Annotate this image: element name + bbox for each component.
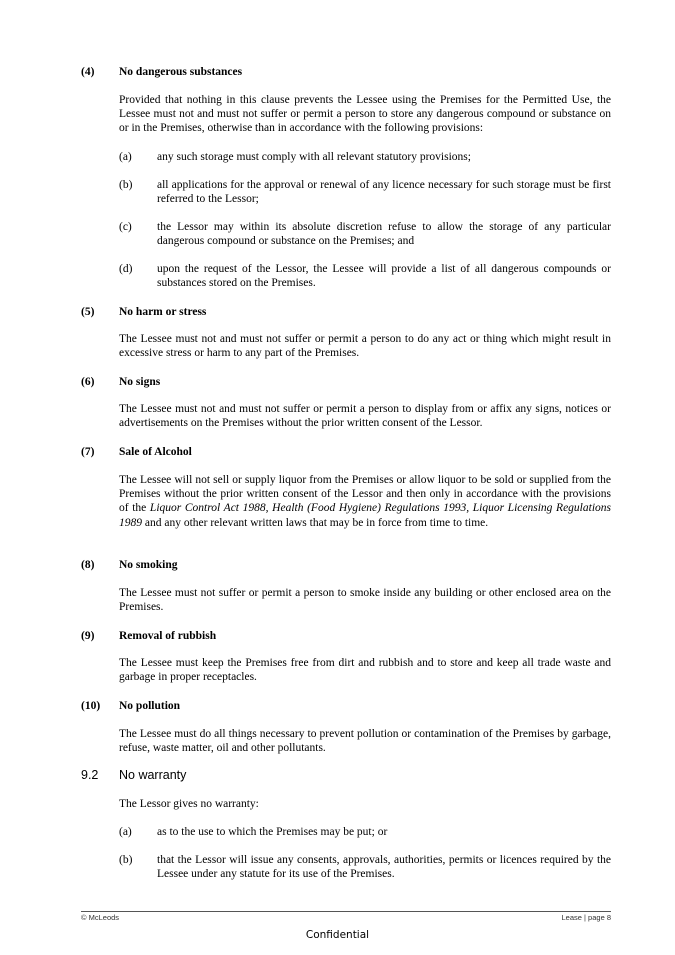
clause-heading: Removal of rubbish bbox=[119, 630, 217, 642]
clause-body-text: The Lessee will not sell or supply liquor from the Premises or allow liquor to be sold or supplied from the Premises without the prior written consent of the Lessor and then only in accordance with the provisions of the bbox=[119, 474, 611, 515]
item-text: the Lessor may within its absolute discretion refuse to allow the storage of any particular dangerous compound or substance on the Premises; and bbox=[157, 221, 611, 248]
item-text: all applications for the approval or renewal of any licence necessary for such storage must be first referred to the Lessor; bbox=[157, 179, 611, 206]
clause-heading: No pollution bbox=[119, 700, 181, 712]
section-number: 9.2 bbox=[81, 768, 99, 782]
footer-rule bbox=[81, 911, 611, 912]
footer-copyright: © McLeods bbox=[81, 913, 120, 922]
clause-heading: No smoking bbox=[119, 559, 178, 571]
legislation-citation: Liquor Control Act 1988, Health (Food Hygiene) Regulations 1993, Liquor Licensing Regulations 1989 bbox=[119, 502, 611, 529]
item-label: (c) bbox=[119, 221, 132, 233]
item-text: upon the request of the Lessor, the Lessee will provide a list of all dangerous compounds or substances stored on the Premises. bbox=[157, 263, 611, 290]
item-text: any such storage must comply with all relevant statutory provisions; bbox=[157, 151, 471, 163]
item-text: as to the use to which the Premises may be put; or bbox=[157, 826, 388, 838]
clause-heading: No harm or stress bbox=[119, 306, 207, 318]
clause-body: The Lessee must not suffer or permit a person to smoke inside any building or other enclosed area on the Premises. bbox=[119, 587, 611, 614]
clause-body: The Lessee must not and must not suffer or permit a person to display from or affix any signs, notices or advertisements on the Premises without the prior written consent of the Lessor. bbox=[119, 403, 611, 430]
clause-heading: No dangerous substances bbox=[119, 66, 243, 78]
clause-body: Provided that nothing in this clause prevents the Lessee using the Premises for the Permitted Use, the Lessee must not and must not suffer or permit a person to store any dangerous compound or substance on or in the Premises, otherwise than in accordance with the following provisions: bbox=[119, 94, 611, 135]
item-label: (b) bbox=[119, 854, 133, 866]
clause-number: (7) bbox=[81, 446, 95, 458]
clause-number: (6) bbox=[81, 376, 95, 388]
clause-heading: No signs bbox=[119, 376, 161, 388]
section-title: No warranty bbox=[119, 768, 187, 782]
clause-number: (5) bbox=[81, 306, 95, 318]
section-intro: The Lessor gives no warranty: bbox=[119, 798, 259, 810]
clause-number: (10) bbox=[81, 700, 101, 712]
clause-heading: Sale of Alcohol bbox=[119, 446, 192, 458]
clause-body: The Lessee must not and must not suffer or permit a person to do any act or thing which might result in excessive stress or harm to any part of the Premises. bbox=[119, 333, 611, 360]
confidential-label: Confidential bbox=[305, 929, 370, 941]
clause-number: (8) bbox=[81, 559, 95, 571]
clause-body: The Lessee must do all things necessary to prevent pollution or contamination of the Premises by garbage, refuse, waste matter, oil and other pollutants. bbox=[119, 728, 611, 755]
clause-body bbox=[119, 473, 611, 530]
clause-number: (4) bbox=[81, 66, 95, 78]
clause-number: (9) bbox=[81, 630, 95, 642]
item-label: (a) bbox=[119, 826, 132, 838]
footer-page-number: Lease | page 8 bbox=[561, 913, 611, 922]
clause-body: The Lessee must keep the Premises free from dirt and rubbish and to store and keep all trade waste and garbage in proper receptacles. bbox=[119, 657, 611, 684]
item-label: (b) bbox=[119, 179, 133, 191]
item-label: (a) bbox=[119, 151, 132, 163]
clause-body-text: and any other relevant written laws that may be in force from time to time. bbox=[142, 516, 489, 529]
item-label: (d) bbox=[119, 263, 133, 275]
item-text: that the Lessor will issue any consents, approvals, authorities, permits or licences required by the Lessee under any statute for its use of the Premises. bbox=[157, 854, 611, 881]
